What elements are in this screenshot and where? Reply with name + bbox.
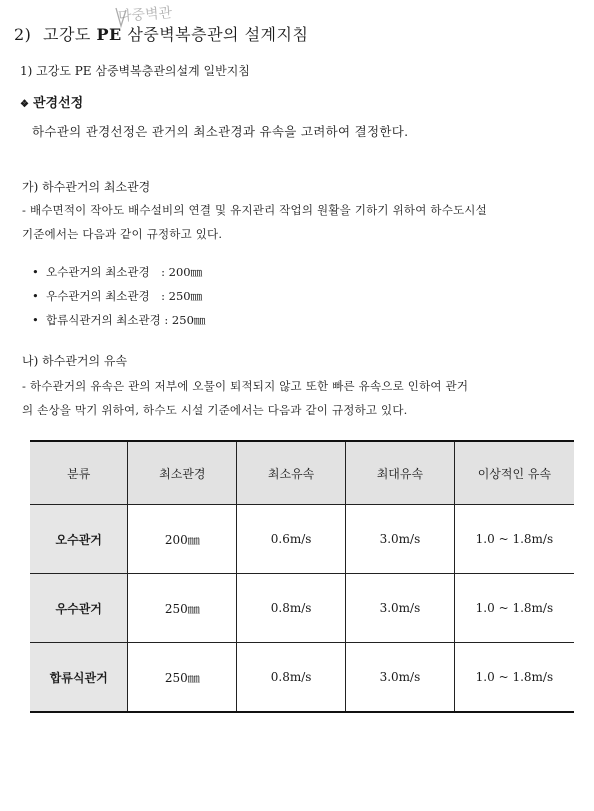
section-a-text-line-2: 기준에서는 다음과 같이 규정하고 있다. xyxy=(22,227,223,241)
heading-title-a: 고강도 xyxy=(43,25,91,44)
velocity-spec-table xyxy=(30,440,574,713)
table-header-cell: 최소유속 xyxy=(237,441,346,505)
table-cell: 200㎜ xyxy=(128,505,237,574)
list-item: • 합류식관거의 최소관경 : 250㎜ xyxy=(32,313,206,327)
table-cell: 250㎜ xyxy=(128,574,237,643)
table-cell: 1.0 ~ 1.8m/s xyxy=(454,643,574,713)
table-cell-category: 오수관거 xyxy=(30,505,128,574)
table-header-cell: 최소관경 xyxy=(128,441,237,505)
bullet-icon: ❖ xyxy=(20,99,29,110)
list-item: • 우수관거의 최소관경 : 250㎜ xyxy=(32,289,203,303)
table-cell: 1.0 ~ 1.8m/s xyxy=(454,574,574,643)
section-b-text-line-1: - 하수관거의 유속은 관의 저부에 오물이 퇴적되지 않고 또한 빠른 유속으로 인하여 관거 xyxy=(22,379,469,393)
intro-paragraph: 하수관의 관경선정은 관거의 최소관경과 유속을 고려하여 결정한다. xyxy=(32,124,409,139)
table-cell: 3.0m/s xyxy=(346,643,455,713)
heading-number: 2) xyxy=(14,25,32,44)
table-row xyxy=(30,643,574,713)
section-b-text-line-2: 의 손상을 막기 위하여, 하수도 시설 기준에서는 다음과 같이 규정하고 있다. xyxy=(22,403,408,417)
table-header-cell: 이상적인 유속 xyxy=(454,441,574,505)
table-header-cell: 최대유속 xyxy=(346,441,455,505)
table-cell-category: 우수관거 xyxy=(30,574,128,643)
table-cell: 3.0m/s xyxy=(346,574,455,643)
table-cell: 0.8m/s xyxy=(237,643,346,713)
section-title xyxy=(20,92,83,111)
section-title-text: 관경선정 xyxy=(32,96,84,111)
table-cell: 250㎜ xyxy=(128,643,237,713)
table-header-cell: 분류 xyxy=(30,441,128,505)
main-heading xyxy=(14,22,308,45)
table-cell: 0.8m/s xyxy=(237,574,346,643)
table-cell: 0.6m/s xyxy=(237,505,346,574)
list-item: • 오수관거의 최소관경 : 200㎜ xyxy=(32,265,203,279)
bullet-dot-icon: • xyxy=(32,265,39,279)
section-b-title: 나) 하수관거의 유속 xyxy=(22,354,128,368)
bullet-dot-icon: • xyxy=(32,289,39,303)
bullet-dot-icon: • xyxy=(32,313,39,327)
table-cell-category: 합류식관거 xyxy=(30,643,128,713)
table-row xyxy=(30,574,574,643)
heading-title-pe: PE xyxy=(96,25,122,44)
handwritten-note: 다중벽관 xyxy=(117,5,173,25)
table-header-row xyxy=(30,441,574,505)
table-row xyxy=(30,505,574,574)
section-a-text-line-1: - 배수면적이 작아도 배수설비의 연결 및 유지관리 작업의 원활을 기하기 위하여 하수도시설 xyxy=(22,203,487,217)
table-cell: 3.0m/s xyxy=(346,505,455,574)
heading-title-b: 삼중벽복층관의 설계지침 xyxy=(127,25,309,44)
section-a-title: 가) 하수관거의 최소관경 xyxy=(22,180,151,194)
table-cell: 1.0 ~ 1.8m/s xyxy=(454,505,574,574)
subheading: 1) 고강도 PE 삼중벽복층관의설계 일반지침 xyxy=(20,64,250,78)
